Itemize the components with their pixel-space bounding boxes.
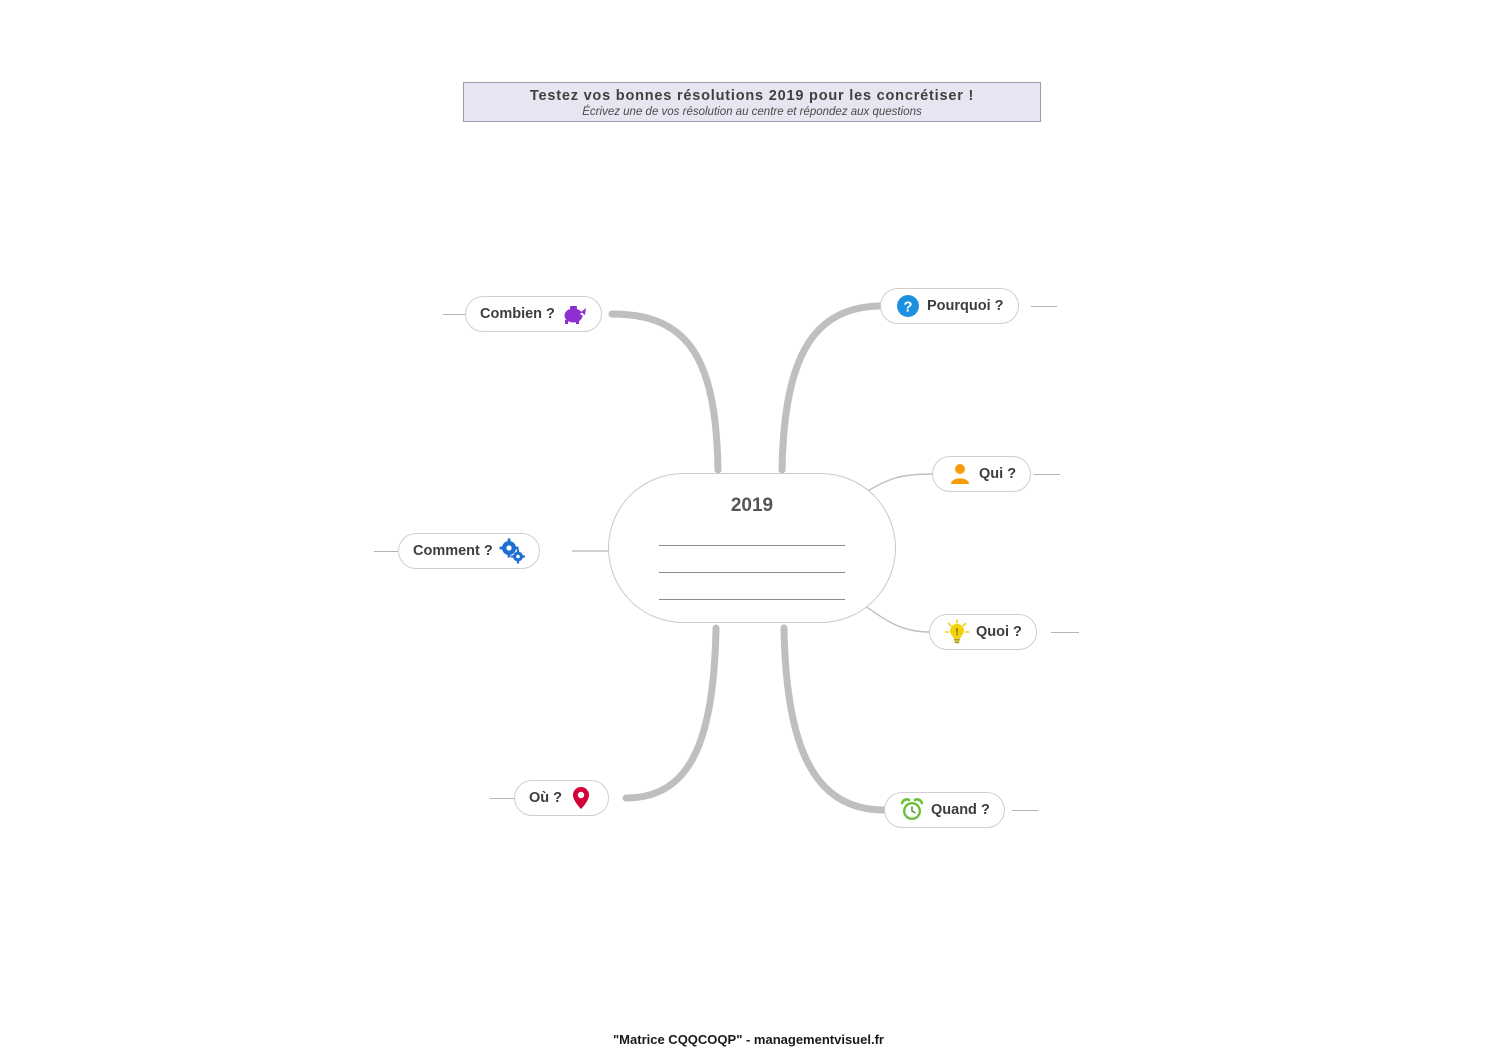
person-icon [947,461,973,487]
stub-quoi [1051,632,1079,633]
alarm-clock-icon [899,797,925,823]
branch-label-quoi: Quoi ? [976,624,1022,640]
resolution-write-line [659,599,845,600]
map-pin-icon [568,785,594,811]
branch-label-quand: Quand ? [931,802,990,818]
resolution-write-line [659,572,845,573]
branch-label-comment: Comment ? [413,543,493,559]
stub-combien [443,314,467,315]
branch-ou[interactable] [514,780,609,816]
resolution-write-line [659,545,845,546]
stub-qui [1034,474,1060,475]
stub-ou [490,798,514,799]
branch-label-ou: Où ? [529,790,563,806]
branch-label-combien: Combien ? [480,306,555,322]
question-mark-icon [895,293,921,319]
lightbulb-icon [944,619,970,645]
central-resolution-node[interactable] [608,473,896,623]
footer-caption: "Matrice CQQCOQP" - managementvisuel.fr [613,1032,884,1047]
branch-combien[interactable] [465,296,602,332]
gears-icon [499,538,525,564]
branch-label-qui: Qui ? [979,466,1017,482]
branch-comment[interactable] [398,533,540,569]
svg-text:?: ? [903,298,913,316]
central-year-label: 2019 [730,495,774,516]
svg-text:!: ! [955,627,959,638]
branch-quand[interactable] [884,792,1005,828]
stub-comment [374,551,398,552]
branch-quoi[interactable] [929,614,1037,650]
stub-pourquoi [1031,306,1057,307]
branch-qui[interactable] [932,456,1031,492]
stub-quand [1012,810,1038,811]
page-subtitle: Écrivez une de vos résolution au centre et répondez aux questions [582,106,922,118]
branch-pourquoi[interactable] [880,288,1019,324]
page-title: Testez vos bonnes résolutions 2019 pour les concrétiser ! [529,88,975,104]
piggy-bank-icon [561,301,587,327]
branch-label-pourquoi: Pourquoi ? [927,298,1004,314]
